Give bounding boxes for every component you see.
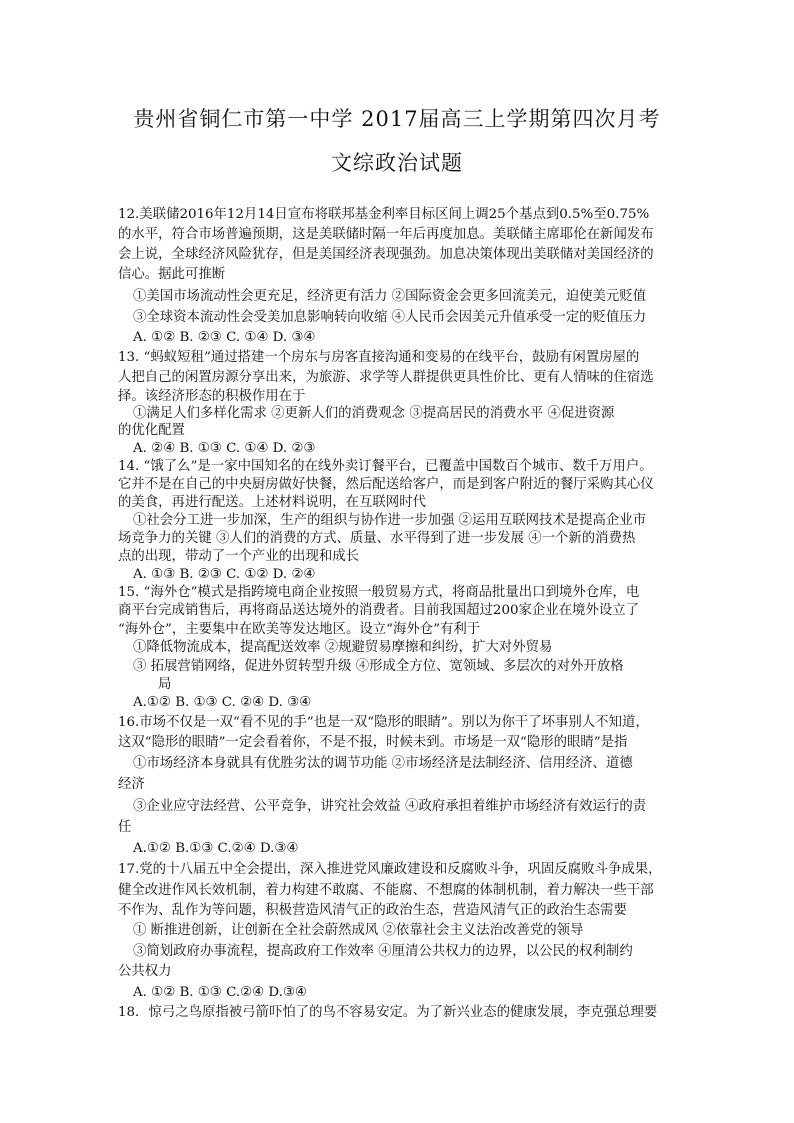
q16-option-line-2: 经济 [118,777,145,792]
q12-line-3: 会上说，全球经济风险犹存，但是美国经济表现强劲。加息决策体现出美联储对美国经济的 [118,247,654,262]
q17-line-3: 不作为、乱作为等问题，积极营造风清气正的政治生态，营造风清气正的政治生态需要 [118,903,627,918]
q12-option-line-1: ①美国市场流动性会更充足，经济更有活力 ②国际资金会更多回流美元，迫使美元贬值 [133,289,647,304]
q12-line-4: 信心。据此可推断 [118,267,226,282]
q17-option-line-1: ① 断推进创新，让创新在全社会蔚然成风 ②依靠社会主义法治改善党的领导 [133,923,584,938]
q12-answers: A. ①② B. ②③ C. ①④ D. ③④ [133,330,316,345]
q14-line-1: 14. “饿了么”是一家中国知名的在线外卖订餐平台，已覆盖中国数百个城市、数千万用户。 [118,459,653,474]
q13-answers: A. ②④ B. ①③ C. ①④ D. ②③ [133,441,316,456]
q16-option-line-1: ①市场经济本身就具有优胜劣汰的调节功能 ②市场经济是法制经济、信用经济、道德 [133,756,633,771]
q12-line-2: 的水平，符合市场普遍预期，这是美联储时隔一年后再度加息。美联储主席耶伦在新闻发布 [118,227,654,242]
q17-answers: A. ①② B. ①③ C.②④ D.③④ [133,985,307,1000]
q15-line-3: “海外仓”，主要集中在欧美等发达地区。设立“海外仓”有利于 [118,622,481,637]
q17-line-2: 健全改进作风长效机制，着力构建不敢腐、不能腐、不想腐的体制机制，着力解决一些干部 [118,883,654,898]
q17-option-line-2: ③简划政府办事流程，提高政府工作效率 ④厘清公共权力的边界，以公民的权利制约 [133,944,633,959]
q16-option-line-4: 任 [118,820,132,835]
q16-line-1: 16.市场不仅是一双“看不见的手”也是一双“隐形的眼睛”。别以为你干了坏事别人不知道， [118,715,649,730]
q15-option-line-3: 局 [158,677,172,692]
q14-answers: A. ①③ B. ②③ C. ①② D. ②④ [133,567,316,582]
q17-line-1: 17.党的十八届五中全会提出，深入推进党风廉政建设和反腐败斗争，巩固反腐败斗争成果， [118,862,662,877]
q14-option-line-1: ①社会分工进一步加深，生产的组织与协作进一步加强 ②运用互联网技术是提高企业市 [133,513,647,528]
q17-option-line-3: 公共权力 [118,964,172,979]
q13-line-1: 13. “蚂蚁短租”通过搭建一个房东与房客直接沟通和变易的在线平台，鼓励有闲置房屋的 [118,350,640,365]
q13-option-line-1: ①满足人们多样化需求 ②更新人们的消费观念 ③提高居民的消费水平 ④促进资源 [133,406,615,421]
q12-option-line-2: ③全球资本流动性会受美加息影响转向收缩 ④人民币会因美元升值承受一定的贬值压力 [133,310,647,325]
q14-option-line-3: 点的出现，带动了一个产业的出现和成长 [118,549,360,564]
exam-subtitle: 文综政治试题 [331,151,463,175]
q14-line-2: 它并不是在自己的中央厨房做好快餐，然后配送给客户，而是到客户附近的餐厅采购其心仪 [118,477,654,492]
q13-line-2: 人把自己的闲置房源分享出来，为旅游、求学等人群提供更具性价比、更有人情味的住宿选 [118,370,654,385]
q16-answers: A.①② B.①③ C.②④ D.③④ [133,841,299,856]
q16-line-2: 这双“隐形的眼睛”一定会看着你，不是不报，时候未到。市场是一双“隐形的眼睛”是指 [118,735,628,750]
q14-line-3: 的美食，再进行配送。上述材料说明，在互联网时代 [118,495,426,510]
q15-line-1: 15. “海外仓”模式是指跨境电商企业按照一般贸易方式，将商品批量出口到境外仓库，电 [118,585,640,600]
q16-option-line-3: ③企业应守法经营、公平竞争，讲究社会效益 ④政府承担着维护市场经济有效运行的责 [133,799,647,814]
q14-option-line-2: 场竞争力的关键 ③人们的消费的方式、质量、水平得到了进一步发展 ④一个新的消费热 [118,531,636,546]
q15-line-2: 商平台完成销售后，再将商品送达境外的消费者。目前我国超过200家企业在境外设立了 [118,603,640,618]
q12-line-1: 12.美联储2016年12月14日宣布将联邦基金利率目标区间上调25个基点到0.5%至0.75% [118,207,650,222]
q15-answers: A.①② B. ①③ C. ②④ D. ③④ [133,695,312,710]
q15-option-line-1: ①降低物流成本，提高配送效率 ②规避贸易摩擦和纠纷，扩大对外贸易 [133,640,553,655]
exam-title: 贵州省铜仁市第一中学 2017届高三上学期第四次月考 [133,107,661,131]
q13-option-line-2: 的优化配置 [118,423,185,438]
q15-option-line-2: ③ 拓展营销网络，促进外贸转型升级 ④形成全方位、宽领域、多层次的对外开放格 [133,659,624,674]
q18-line-1: 18．惊弓之鸟原指被弓箭吓怕了的鸟不容易安定。为了新兴业态的健康发展，李克强总理要 [118,1005,658,1020]
q13-line-3: 择。该经济形态的积极作用在于 [118,389,306,404]
